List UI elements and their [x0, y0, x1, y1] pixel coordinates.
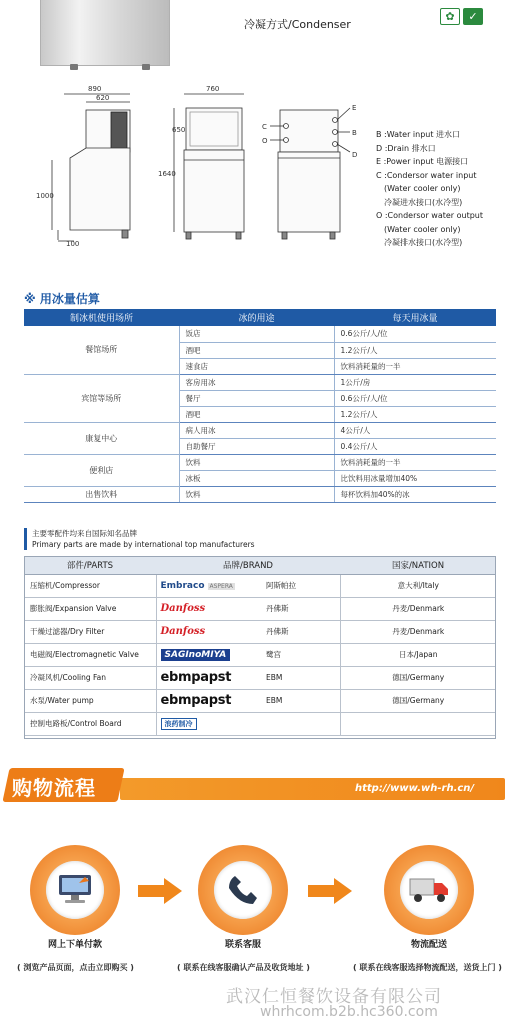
legend-line: E :Power input 电源接口 — [376, 157, 469, 166]
table-header-row — [24, 309, 496, 326]
brand-logo — [156, 643, 260, 666]
nation-cell: 日本/Japan — [340, 643, 496, 666]
ebmpapst-logo: ebmpapst — [160, 670, 232, 685]
table-row — [24, 620, 496, 643]
ice-estimate-title: ※ 用冰量估算 — [24, 292, 100, 306]
legend-line: (Water cooler only) — [384, 224, 461, 234]
nation-cell: 丹麦/Denmark — [340, 597, 496, 620]
legend-line: 冷凝排水接口(水冷型) — [384, 238, 463, 247]
use-cell: 饮料 — [179, 486, 334, 502]
maker-cell: EBM — [260, 666, 340, 689]
step-delivery-label: 物流配送 — [410, 940, 447, 950]
amount-cell: 比饮料用冰量增加40% — [334, 470, 496, 486]
amount-cell: 0.6公斤/人/位 — [334, 390, 496, 406]
step-order-label: 网上下单付款 — [47, 940, 102, 950]
nation-cell: 德国/Germany — [340, 666, 496, 689]
danfoss-logo: Danfoss — [160, 626, 206, 637]
nation-cell — [340, 712, 496, 735]
col-header: 品牌/BRAND — [156, 556, 340, 574]
table-header-row — [24, 556, 496, 574]
cert-badge-icon: ✓ — [463, 8, 483, 25]
port-label-b: B — [352, 129, 357, 137]
part-cell: 干燥过滤器/Dry Filter — [24, 620, 156, 643]
part-cell: 压缩机/Compressor — [24, 574, 156, 597]
brand-logo — [156, 712, 260, 735]
condenser-title: 冷凝方式/Condenser — [244, 18, 351, 31]
amount-cell: 每杯饮料加40%的冰 — [334, 486, 496, 502]
embraco-logo: Embraco ASPERA — [160, 580, 233, 591]
step-delivery-circle — [384, 845, 474, 935]
table-row — [24, 486, 496, 502]
table-row — [24, 422, 496, 438]
table-row — [24, 712, 496, 735]
parts-heading-en: Primary parts are made by international top manufacturers — [32, 540, 255, 549]
use-cell: 酒吧 — [179, 406, 334, 422]
brand-logo — [156, 666, 260, 689]
table-row — [24, 326, 496, 342]
port-label-e: E — [352, 104, 357, 112]
maker-cell: EBM — [260, 689, 340, 712]
parts-heading-cn: 主要零配件均来自国际知名品牌 — [32, 529, 137, 538]
ice-machine-photo — [40, 0, 170, 66]
site-url-link[interactable]: http://www.wh-rh.cn/ — [355, 783, 475, 794]
col-header: 每天用冰量 — [334, 309, 496, 326]
part-cell: 电磁阀/Electromagnetic Valve — [24, 643, 156, 666]
dim-100: 100 — [66, 240, 80, 248]
port-label-c: C — [262, 123, 267, 131]
legend-line: O :Condersor water output — [376, 211, 483, 220]
condenser-section — [0, 0, 519, 268]
legend-line: C :Condersor water input — [376, 170, 477, 180]
use-cell: 饭店 — [179, 326, 334, 342]
place-cell: 出售饮料 — [24, 486, 179, 502]
truck-icon — [400, 861, 458, 919]
maker-cell: 阿斯帕拉 — [260, 574, 340, 597]
dim-1000: 1000 — [36, 192, 54, 200]
use-cell: 客房用冰 — [179, 374, 334, 390]
amount-cell: 0.4公斤/人 — [334, 438, 496, 454]
board-logo: 浪药制冷 — [161, 718, 197, 730]
legend-line: B :Water input 进水口 — [376, 130, 461, 139]
dim-650: 650 — [172, 126, 186, 134]
legend-line: 冷凝进水接口(水冷型) — [384, 197, 463, 207]
cert-badges — [440, 8, 483, 25]
legend-line: (Water cooler only) — [384, 184, 461, 193]
dim-890: 890 — [88, 85, 102, 93]
step-contact-desc: ( 联系在线客服确认产品及收货地址 ) — [177, 963, 310, 972]
use-cell: 病人用冰 — [179, 422, 334, 438]
flow-arrow-icon — [138, 878, 182, 904]
table-row — [24, 689, 496, 712]
dim-1640: 1640 — [158, 170, 176, 178]
legend-line: D :Drain 排水口 — [376, 143, 436, 153]
part-cell: 膨胀阀/Expansion Valve — [24, 597, 156, 620]
maker-cell: 丹佛斯 — [260, 597, 340, 620]
amount-cell: 1公斤/房 — [334, 374, 496, 390]
saginomiya-logo: SAGInoMIYA — [161, 649, 231, 661]
danfoss-logo: Danfoss — [160, 603, 206, 614]
machine-foot — [142, 64, 150, 70]
dim-620: 620 — [96, 94, 110, 102]
place-cell: 宾馆等场所 — [24, 374, 179, 422]
nation-cell: 意大利/Italy — [340, 574, 496, 597]
amount-cell: 1.2公斤/人 — [334, 406, 496, 422]
ebmpapst-logo: ebmpapst — [160, 693, 232, 708]
amount-cell: 1.2公斤/人 — [334, 342, 496, 358]
site-watermark: whrhcom.b2b.hc360.com — [260, 1004, 438, 1020]
port-label-o: O — [262, 137, 268, 145]
amount-cell: 0.6公斤/人/位 — [334, 326, 496, 342]
table-row — [24, 454, 496, 470]
flow-title: 购物流程 — [12, 776, 96, 800]
nation-cell: 德国/Germany — [340, 689, 496, 712]
ice-usage-table — [24, 309, 496, 503]
cert-badge-icon: ✿ — [440, 8, 460, 25]
place-cell: 餐馆场所 — [24, 326, 179, 374]
phone-icon — [214, 861, 272, 919]
brand-logo — [156, 620, 260, 643]
use-cell: 饮料 — [179, 454, 334, 470]
place-cell: 便利店 — [24, 454, 179, 486]
step-contact-label: 联系客服 — [224, 940, 261, 950]
use-cell: 自助餐厅 — [179, 438, 334, 454]
step-contact-circle — [198, 845, 288, 935]
use-cell: 餐厅 — [179, 390, 334, 406]
part-cell: 冷凝风机/Cooling Fan — [24, 666, 156, 689]
computer-icon — [46, 861, 104, 919]
amount-cell: 饮料消耗量的一半 — [334, 358, 496, 374]
step-order-desc: ( 浏览产品页面，点击立即购买 ) — [17, 963, 134, 972]
company-name: 武汉仁恒餐饮设备有限公司 — [226, 987, 442, 1007]
part-cell: 水泵/Water pump — [24, 689, 156, 712]
table-row — [24, 643, 496, 666]
port-label-d: D — [352, 151, 358, 159]
part-cell: 控制电路板/Control Board — [24, 712, 156, 735]
step-delivery-desc: ( 联系在线客服选择物流配送，送货上门 ) — [353, 963, 502, 972]
table-row — [24, 666, 496, 689]
place-cell: 康复中心 — [24, 422, 179, 454]
maker-cell: 鹭宫 — [260, 643, 340, 666]
col-header: 冰的用途 — [179, 309, 334, 326]
maker-cell: 丹佛斯 — [260, 620, 340, 643]
dim-760: 760 — [206, 85, 220, 93]
col-header: 部件/PARTS — [24, 556, 156, 574]
brand-logo — [156, 689, 260, 712]
amount-cell: 饮料消耗量的一半 — [334, 454, 496, 470]
table-row — [24, 574, 496, 597]
table-row — [24, 374, 496, 390]
amount-cell: 4公斤/人 — [334, 422, 496, 438]
flow-arrow-icon — [308, 878, 352, 904]
port-legend — [376, 128, 483, 250]
table-row — [24, 597, 496, 620]
parts-table — [24, 556, 496, 736]
brand-logo — [156, 574, 260, 597]
use-cell: 速食店 — [179, 358, 334, 374]
maker-cell — [260, 712, 340, 735]
col-header: 国家/NATION — [340, 556, 496, 574]
use-cell: 冰板 — [179, 470, 334, 486]
machine-foot — [70, 64, 78, 70]
parts-heading — [24, 528, 255, 550]
use-cell: 酒吧 — [179, 342, 334, 358]
step-order-circle — [30, 845, 120, 935]
col-header: 制冰机使用场所 — [24, 309, 179, 326]
nation-cell: 丹麦/Denmark — [340, 620, 496, 643]
brand-logo — [156, 597, 260, 620]
